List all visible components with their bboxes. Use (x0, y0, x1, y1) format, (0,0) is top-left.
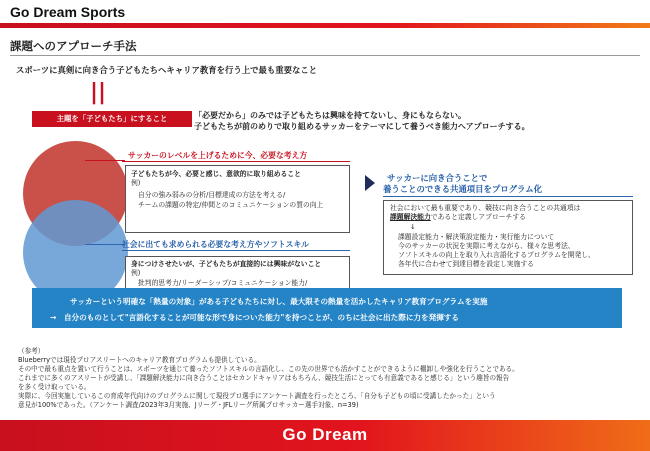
right-arrow-icon (365, 175, 375, 191)
reference-note: （参考） (18, 347, 45, 355)
page-title: 課題へのアプローチ手法 (10, 39, 137, 53)
program-line: 各年代に合わせて到達目標を設定し実施する (398, 260, 534, 268)
brand-title: Go Dream Sports (10, 4, 126, 20)
banner-line: サッカーという明確な「熱量の対象」がある子どもたちに対し、最大限その熱量を活かしたキャリア教育プログラムを実施 (70, 297, 488, 306)
section1-underline (122, 161, 350, 162)
section1-box (125, 165, 350, 233)
down-arrow-icon: ↓ (410, 223, 416, 231)
section1-line: チームの課題の特定/仲間とのコミュニケーションの質の向上 (138, 201, 324, 209)
equals-sign: || (90, 80, 107, 105)
reference-note: 実際に、今回実施しているこの育成年代向けのプログラムに関して現役プロ選手にアンケート調査を行ったところ、「自分も子どもの頃に受講したかった」という (18, 392, 496, 400)
theme-badge: 主題を「子どもたち」にすること (32, 111, 192, 127)
theme-statement-line: 「必要だから」のみでは子どもたちは興味を持てないし、身にもならない。 (194, 111, 466, 120)
subtitle: スポーツに真剣に向き合う子どもたちへキャリア教育を行う上で最も重要なこと (16, 65, 318, 75)
program-heading-line: サッカーに向き合うことで (387, 173, 488, 183)
reference-note: これまでに多くのアスリートが受講し、「課題解決能力に向き合うことはセカンドキャリアはもちろん、競技生活にとっても有意義であると感じる」という趣旨の報告 (18, 374, 510, 382)
program-box (383, 200, 633, 275)
banner-line: → 自分のものとして"言語化することが可能な形で身についた能力"を持つことが、のちに社会に出た際に力を発揮する (50, 313, 459, 322)
program-line: 社会において最も重要であり、競技に向き合うことの共通項は (390, 204, 581, 212)
program-heading-underline (383, 196, 633, 197)
program-heading-line: 養うことのできる共通項目をプログラム化 (383, 184, 543, 194)
section2-heading: 社会に出ても求められる必要な考え方やソフトスキル (122, 240, 309, 249)
red-connector-line (85, 160, 125, 161)
header-gradient-bar (0, 23, 650, 28)
program-line: 課題解決能力であると定義しアプローチする (390, 213, 526, 221)
reference-note: その中で最も重点を置いて行うことは、スポーツを通じて養ったソフトスキルの言語化し、この先の世界でも活かすことができるように棚卸しや強化を行うことである。 (18, 365, 519, 373)
section2-line: 批判的思考力/リーダーシップ/コミュニケーション能力/ (138, 279, 308, 287)
title-divider (10, 55, 640, 56)
theme-statement-line: 子どもたちが前のめりで取り組めるサッカーをテーマにして養うべき能力へアプローチする。 (194, 122, 530, 131)
section2-underline (122, 250, 350, 251)
program-line: 課題設定能力・解決策設定能力・実行能力について (398, 233, 555, 241)
section1-line: 子どもたちが今、必要と感じ、意欲的に取り組めること (131, 170, 301, 178)
program-line: ソフトスキルの向上を取り入れ言語化するプログラムを開発し、 (398, 251, 595, 259)
footer-logo: Go Dream (282, 425, 368, 444)
reference-note: Blueberryでは現役プロアスリートへのキャリア教育プログラムも提供している。 (18, 356, 261, 364)
reference-note: を多く受け取っている。 (18, 383, 91, 391)
section2-line: 例) (131, 269, 141, 277)
program-line: 今のサッカーの状況を実際に考えながら、様々な思考法、 (398, 242, 575, 250)
blue-connector-line (85, 244, 125, 245)
section1-heading: サッカーのレベルを上げるために今、必要な考え方 (128, 151, 308, 160)
section1-line: 自分の強み弱みの分析/目標達成の方法を考える/ (138, 191, 286, 199)
section1-line: 例) (131, 179, 141, 187)
reference-note: 意見が100%であった。（アンケート調査/2023年3月実施、Jリーグ・JFLリーグ所属プロサッカー選手対象、n=39) (18, 401, 359, 409)
emphasis-term: 課題解決能力 (390, 213, 431, 221)
section2-line: 身につけさせたいが、子どもたちが直接的には興味がないこと (131, 260, 322, 268)
